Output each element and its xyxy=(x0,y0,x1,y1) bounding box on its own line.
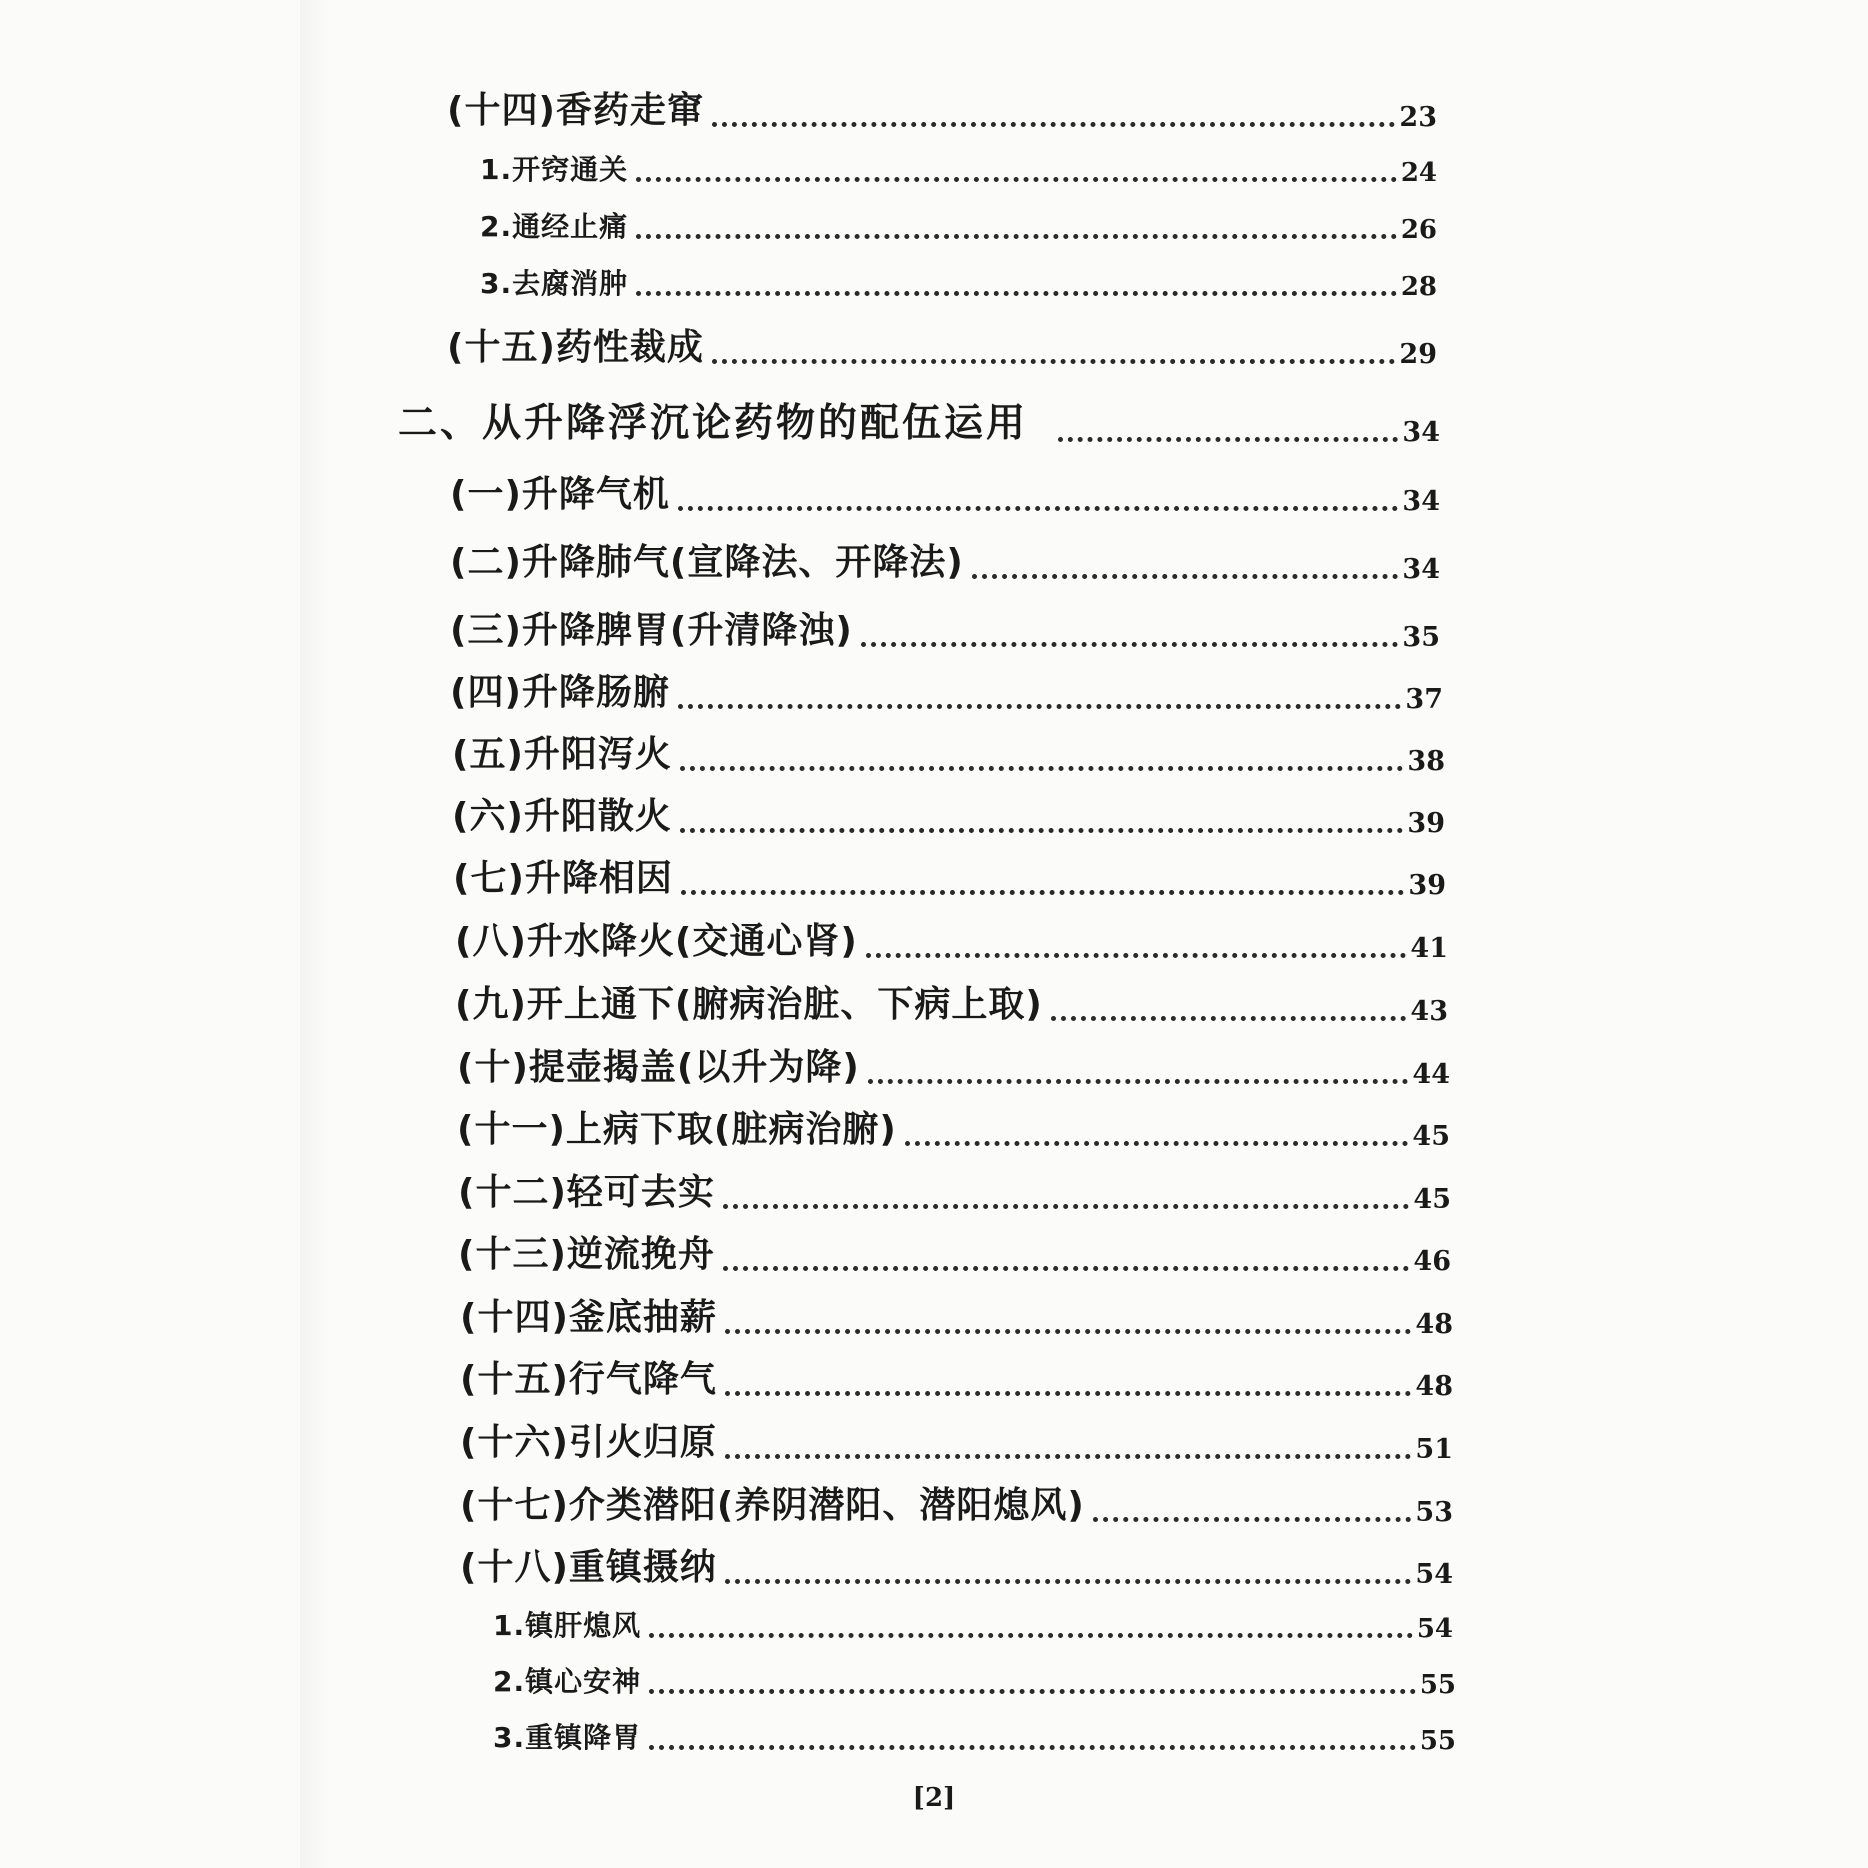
dot-leader xyxy=(725,1579,1412,1584)
toc-entry-page: 37 xyxy=(1405,684,1443,715)
toc-entry-page: 54 xyxy=(1415,1559,1453,1590)
toc-entry xyxy=(480,205,1437,245)
toc-entry-title: (十七)介类潜阳(养阴潜阳、潜阳熄风) xyxy=(460,1485,1085,1526)
dot-leader xyxy=(905,1141,1409,1146)
toc-entry xyxy=(458,1226,1451,1277)
toc-entry xyxy=(457,1101,1450,1152)
toc-entry-page: 41 xyxy=(1410,933,1448,964)
toc-entry xyxy=(493,1660,1456,1700)
toc-entry-title: 3.重镇降胃 xyxy=(493,1721,642,1754)
toc-entry-page: 55 xyxy=(1419,1726,1456,1756)
toc-entry-title: (二)升降肺气(宣降法、开降法) xyxy=(450,542,964,583)
toc-entry-title: (五)升阳泻火 xyxy=(452,734,672,775)
toc-entry xyxy=(453,850,1446,901)
toc-entry-page: 48 xyxy=(1415,1371,1453,1402)
toc-entry xyxy=(455,976,1448,1027)
dot-leader xyxy=(725,1329,1412,1334)
toc-entry-title: (九)开上通下(腑病治脏、下病上取) xyxy=(455,984,1043,1025)
toc-entry-page: 54 xyxy=(1416,1614,1453,1644)
toc-entry-title: (十)提壶揭盖(以升为降) xyxy=(457,1047,860,1088)
toc-entry-page: 28 xyxy=(1400,272,1437,302)
toc-entry-title: (十五)药性裁成 xyxy=(447,327,704,368)
toc-entry-title: 2.镇心安神 xyxy=(493,1665,642,1698)
toc-entry-title: 二、从升降浮沉论药物的配伍运用 xyxy=(398,401,1029,446)
toc-entry-title: (十八)重镇摄纳 xyxy=(460,1547,717,1588)
toc-entry-page: 35 xyxy=(1402,622,1440,653)
toc-entry xyxy=(447,319,1437,370)
dot-leader xyxy=(1051,1016,1407,1021)
toc-entry-title: (四)升降肠腑 xyxy=(450,672,670,713)
dot-leader xyxy=(649,1689,1416,1694)
toc-entry xyxy=(452,788,1445,839)
dot-leader xyxy=(636,177,1397,182)
dot-leader xyxy=(712,359,1396,364)
toc-entry-page: 48 xyxy=(1415,1309,1453,1340)
toc-entry-page: 39 xyxy=(1408,870,1446,901)
toc-entry-title: 3.去腐消肿 xyxy=(480,267,629,300)
toc-entry-page: 26 xyxy=(1400,215,1437,245)
toc-entry-page: 45 xyxy=(1412,1121,1450,1152)
toc-entry-title: (十三)逆流挽舟 xyxy=(458,1234,715,1275)
toc-entry-page: 34 xyxy=(1402,486,1440,517)
dot-leader xyxy=(861,642,1399,647)
toc-entry-page: 46 xyxy=(1413,1246,1451,1277)
dot-leader xyxy=(680,828,1404,833)
dot-leader xyxy=(866,953,1407,958)
toc-entry xyxy=(493,1716,1456,1756)
toc-entry-title: 2.通经止痛 xyxy=(480,210,629,243)
toc-entry-title: (六)升阳散火 xyxy=(452,796,672,837)
toc-entry xyxy=(447,82,1437,133)
toc-entry-page: 23 xyxy=(1399,102,1437,133)
toc-entry xyxy=(450,534,1440,585)
dot-leader xyxy=(868,1079,1409,1084)
toc-entry xyxy=(460,1351,1453,1402)
dot-leader xyxy=(712,122,1396,127)
toc-entry-title: (三)升降脾胃(升清降浊) xyxy=(450,610,853,651)
toc-entry-title: (十四)釜底抽薪 xyxy=(460,1297,717,1338)
dot-leader xyxy=(649,1745,1416,1750)
toc-entry-page: 39 xyxy=(1407,808,1445,839)
toc-entry xyxy=(457,1039,1450,1090)
toc-entry-page: 53 xyxy=(1415,1497,1453,1528)
toc-entry xyxy=(460,1414,1453,1465)
dot-leader xyxy=(681,890,1405,895)
dot-leader xyxy=(1058,437,1398,442)
toc-entry xyxy=(460,1289,1453,1340)
toc-entry-page: 34 xyxy=(1402,554,1440,585)
toc-entry-title: (十一)上病下取(脏病治腑) xyxy=(457,1109,897,1150)
dot-leader xyxy=(678,506,1399,511)
toc-chapter-heading xyxy=(398,392,1440,448)
dot-leader xyxy=(636,234,1397,239)
dot-leader xyxy=(636,291,1397,296)
toc-entry-page: 45 xyxy=(1413,1184,1451,1215)
toc-entry-page: 24 xyxy=(1400,158,1437,188)
dot-leader xyxy=(680,766,1404,771)
dot-leader xyxy=(725,1454,1412,1459)
toc-entry xyxy=(460,1477,1453,1528)
toc-entry xyxy=(458,1164,1451,1215)
dot-leader xyxy=(723,1204,1410,1209)
toc-entry xyxy=(450,466,1440,517)
dot-leader xyxy=(678,704,1402,709)
toc-entry xyxy=(450,602,1440,653)
toc-entry-title: (十四)香药走窜 xyxy=(447,90,704,131)
toc-entry xyxy=(452,726,1445,777)
dot-leader xyxy=(725,1391,1412,1396)
toc-entry-title: (一)升降气机 xyxy=(450,474,670,515)
toc-entry-page: 38 xyxy=(1407,746,1445,777)
toc-entry xyxy=(460,1539,1453,1590)
toc-entry xyxy=(480,148,1437,188)
toc-entry-title: (十五)行气降气 xyxy=(460,1359,717,1400)
page-number-footer: [2] xyxy=(912,1783,956,1813)
toc-entry xyxy=(450,664,1443,715)
toc-entry xyxy=(493,1604,1453,1644)
dot-leader xyxy=(1093,1517,1412,1522)
toc-entry-title: (七)升降相因 xyxy=(453,858,673,899)
dot-leader xyxy=(723,1266,1410,1271)
toc-entry-title: (十六)引火归原 xyxy=(460,1422,717,1463)
toc-entry-page: 55 xyxy=(1419,1670,1456,1700)
toc-entry-page: 51 xyxy=(1415,1434,1453,1465)
toc-entry-page: 29 xyxy=(1399,339,1437,370)
toc-entry-page: 34 xyxy=(1402,417,1440,448)
toc-entry-title: 1.开窍通关 xyxy=(480,153,629,186)
toc-entry-page: 43 xyxy=(1410,996,1448,1027)
toc-entry-title: (十二)轻可去实 xyxy=(458,1172,715,1213)
toc-entry xyxy=(480,262,1437,302)
dot-leader xyxy=(649,1633,1413,1638)
toc-entry xyxy=(455,913,1448,964)
toc-entry-title: 1.镇肝熄风 xyxy=(493,1609,642,1642)
toc-entry-title: (八)升水降火(交通心肾) xyxy=(455,921,858,962)
toc-entry-page: 44 xyxy=(1412,1059,1450,1090)
dot-leader xyxy=(972,574,1399,579)
